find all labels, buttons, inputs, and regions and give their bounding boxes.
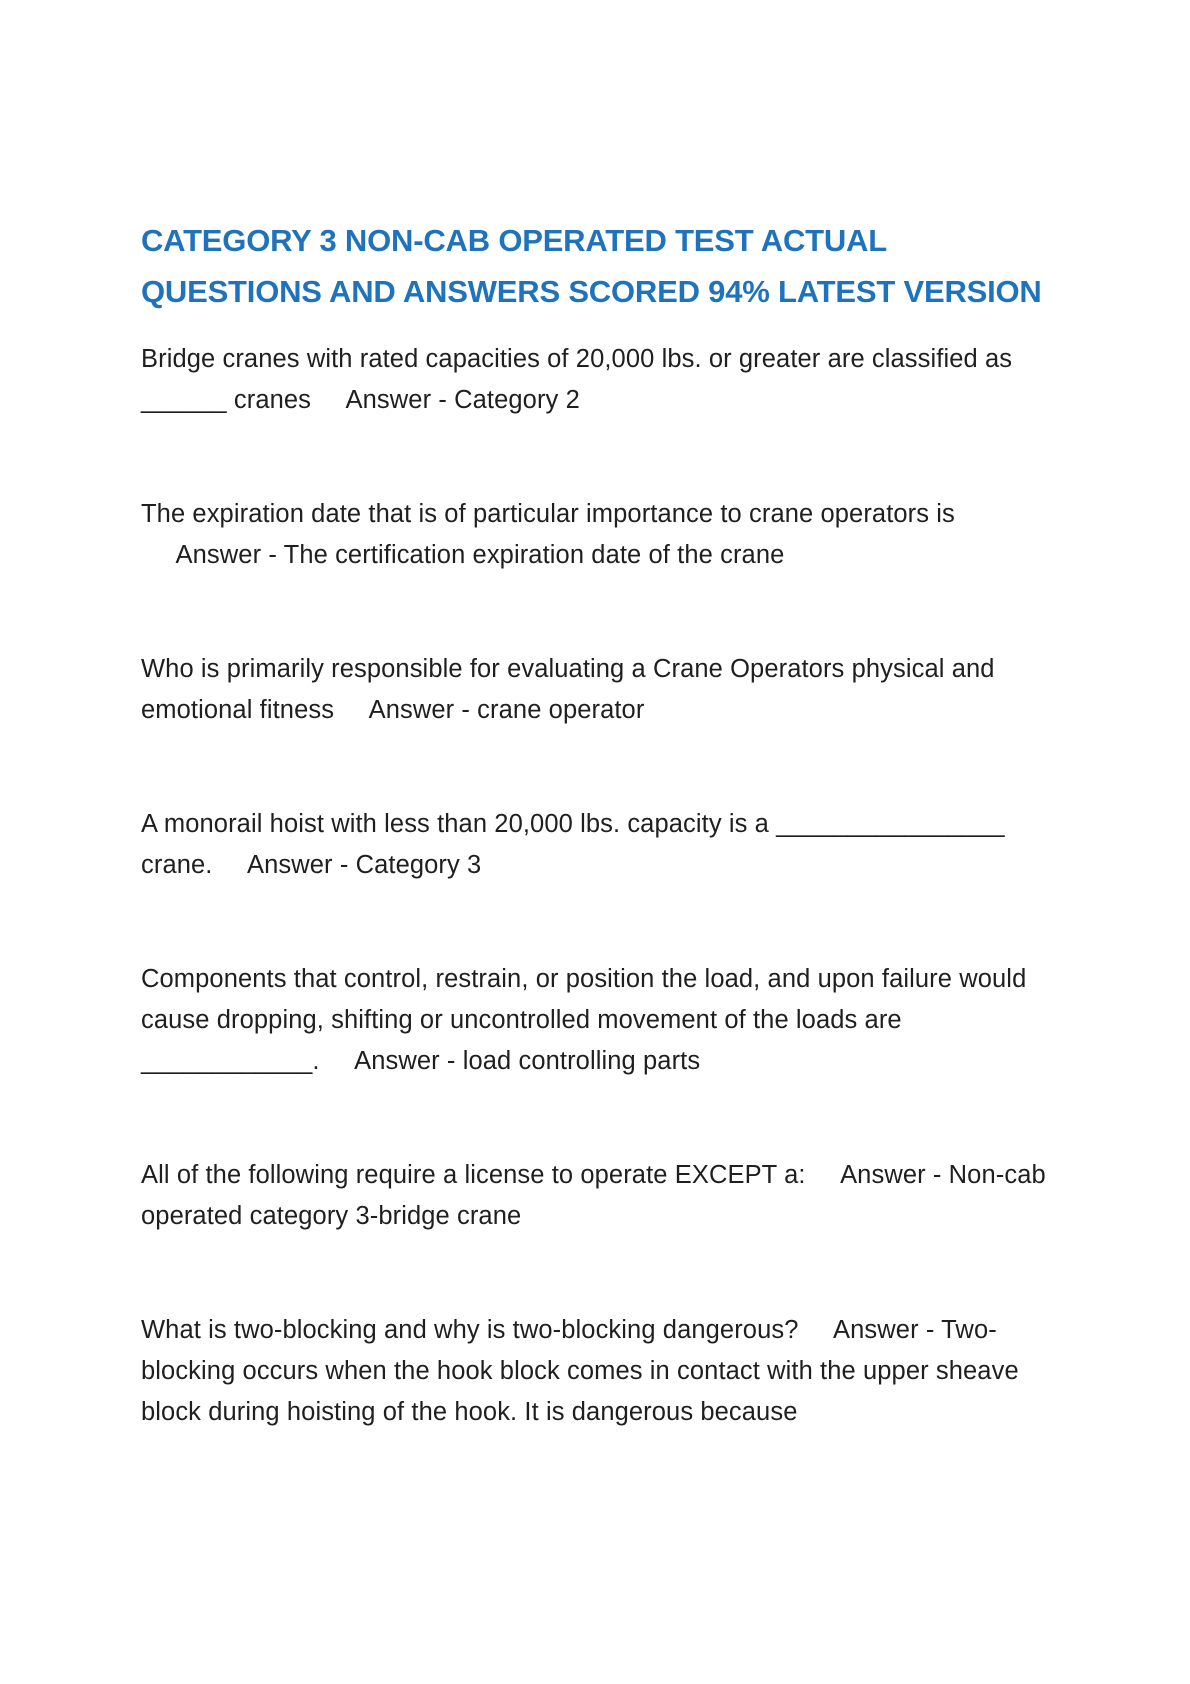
question-text: All of the following require a license to operate EXCEPT a: xyxy=(141,1161,806,1189)
qa-list xyxy=(141,339,1071,1433)
qa-item xyxy=(141,959,1071,1082)
qa-item xyxy=(141,804,1071,886)
question-text: Bridge cranes with rated capacities of 20,000 lbs. or greater are classified as ______ cranes xyxy=(141,345,1013,414)
qa-item xyxy=(141,339,1071,421)
question-text: Who is primarily responsible for evaluating a Crane Operators physical and emotional fitness xyxy=(141,655,995,724)
answer-text: Answer - Non-cab operated category 3-bridge crane xyxy=(141,1161,1046,1230)
question-text: What is two-blocking and why is two-blocking dangerous? xyxy=(141,1316,799,1344)
qa-item xyxy=(141,494,1071,576)
question-text: A monorail hoist with less than 20,000 lbs. capacity is a ________________ crane. xyxy=(141,810,1005,879)
qa-item xyxy=(141,649,1071,731)
answer-text: Answer - The certification expiration date of the crane xyxy=(175,541,785,569)
qa-item xyxy=(141,1155,1071,1237)
question-text: Components that control, restrain, or position the load, and upon failure would cause dropping, shifting or uncontrolled movement of the loads are ____________. xyxy=(141,965,1027,1075)
answer-text: Answer - crane operator xyxy=(368,696,645,724)
document-title: CATEGORY 3 NON-CAB OPERATED TEST ACTUAL QUESTIONS AND ANSWERS SCORED 94% LATEST VERSION xyxy=(141,223,1042,309)
answer-text: Answer - Two-blocking occurs when the hook block comes in contact with the upper sheave block during hoisting of the hook. It is dangerous because xyxy=(141,1316,1019,1426)
question-text: The expiration date that is of particular importance to crane operators is xyxy=(141,500,955,528)
answer-text: Answer - load controlling parts xyxy=(354,1047,701,1075)
answer-text: Answer - Category 2 xyxy=(345,386,580,414)
answer-text: Answer - Category 3 xyxy=(247,851,482,879)
document-page xyxy=(141,215,1071,1433)
qa-item xyxy=(141,1310,1071,1433)
